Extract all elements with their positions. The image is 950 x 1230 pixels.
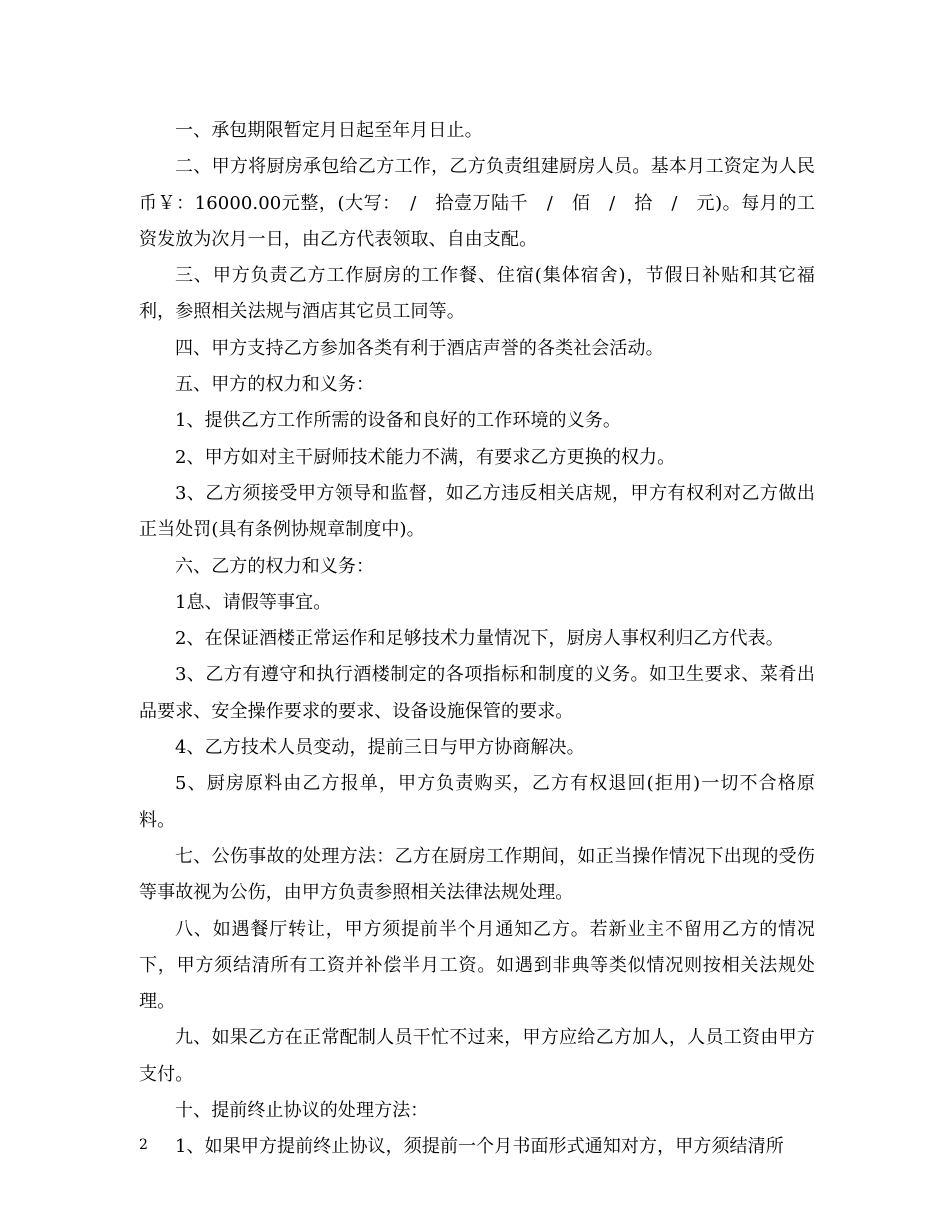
paragraph-party-b-item-4: 4、乙方技术人员变动，提前三日与甲方协商解决。 (175, 737, 585, 759)
paragraph-party-b-item-5: 5、厨房原料由乙方报单，甲方负责购买，乙方有权退回(拒用)一切不合格原料。 (139, 773, 815, 831)
document-body (139, 113, 815, 1166)
paragraph-restaurant-transfer: 八、如遇餐厅转让，甲方须提前半个月通知乙方。若新业主不留用乙方的情况下，甲方须结清所有工资并补偿半月工资。如遇到非典等类似情况则按相关法规处理。 (139, 918, 815, 1013)
paragraph-party-a-item-3: 3、乙方须接受甲方领导和监督，如乙方违反相关店规，甲方有权利对乙方做出正当处罚(具有条例协规章制度中)。 (139, 482, 815, 541)
heading-party-b-rights: 六、乙方的权力和义务： (175, 555, 375, 577)
paragraph-early-termination-item-1: 1、如果甲方提前终止协议，须提前一个月书面形式通知对方，甲方须结清所 (175, 1136, 784, 1158)
paragraph-party-b-item-1: 1息、请假等事宜。 (175, 591, 332, 613)
paragraph-social-activities: 四、甲方支持乙方参加各类有利于酒店声誉的各类社会活动。 (175, 337, 664, 359)
paragraph-staffing: 九、如果乙方在正常配制人员干忙不过来，甲方应给乙方加人，人员工资由甲方支付。 (139, 1027, 815, 1085)
paragraph-term-period: 一、承包期限暂定月日起至年月日止。 (175, 120, 483, 141)
paragraph-party-a-item-2: 2、甲方如对主干厨师技术能力不满，有要求乙方更换的权力。 (175, 446, 676, 468)
paragraph-benefits: 三、甲方负责乙方工作厨房的工作餐、住宿(集体宿舍)，节假日补贴和其它福利，参照相关法规与酒店其它员工同等。 (139, 265, 815, 323)
paragraph-party-b-item-3: 3、乙方有遵守和执行酒楼制定的各项指标和制度的义务。如卫生要求、菜肴出品要求、安全操作要求的要求、设备设施保管的要求。 (139, 664, 815, 722)
paragraph-party-b-item-2: 2、在保证酒楼正常运作和足够技术力量情况下，厨房人事权利归乙方代表。 (175, 628, 784, 650)
paragraph-salary: 二、甲方将厨房承包给乙方工作，乙方负责组建厨房人员。基本月工资定为人民币￥：16000.00元整，(大写： / 拾壹万陆千 / 佰 / 拾 / 元)。每月的工资发放为次月一日，由乙方代表领取、自由支配。 (139, 156, 815, 250)
paragraph-work-injury: 七、公伤事故的处理方法：乙方在厨房工作期间，如正当操作情况下出现的受伤等事故视为公伤，由甲方负责参照相关法律法规处理。 (139, 845, 815, 904)
paragraph-party-a-item-1: 1、提供乙方工作所需的设备和良好的工作环境的义务。 (175, 410, 621, 432)
heading-early-termination: 十、提前终止协议的处理方法： (175, 1100, 429, 1122)
heading-party-a-rights: 五、甲方的权力和义务： (175, 374, 375, 396)
page-number: 2 (139, 1137, 148, 1153)
